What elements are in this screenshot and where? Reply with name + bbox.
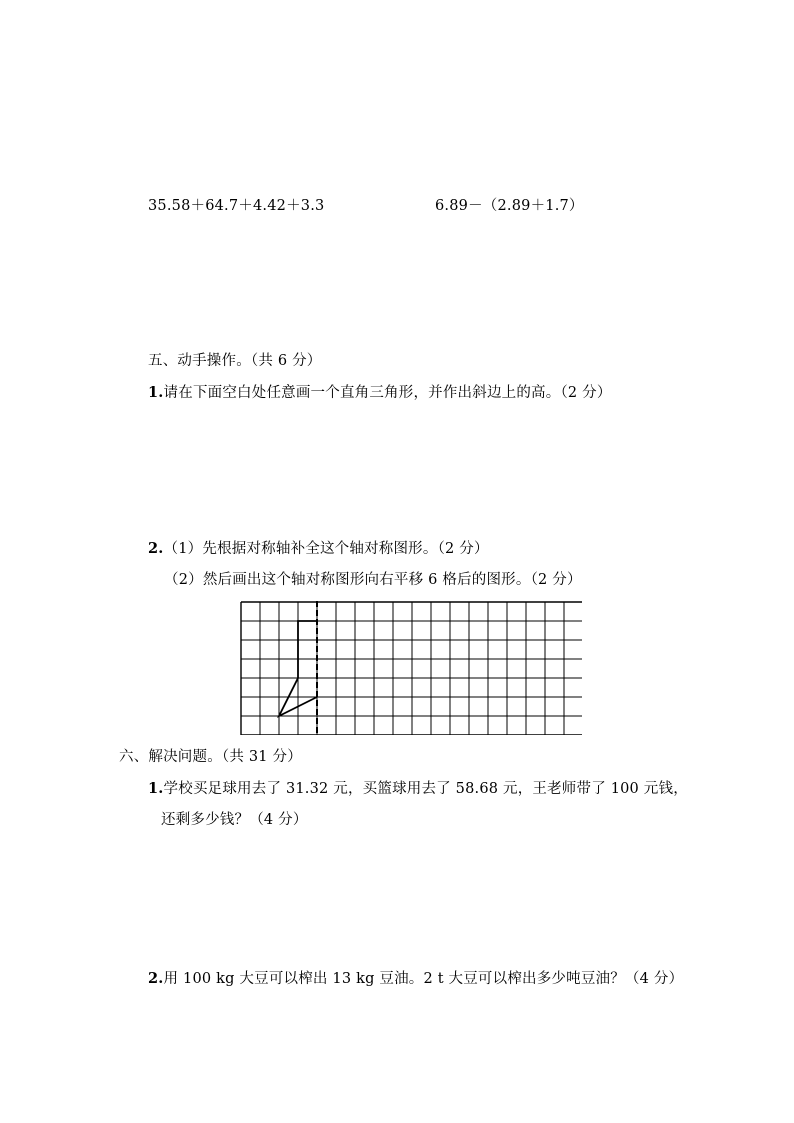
section-5-question-1 <box>148 384 612 402</box>
section-6-question-1-line-2: 还剩多少钱？（4 分） <box>161 812 308 828</box>
question-number: 1. <box>148 384 164 401</box>
calc-expression-2: 6.89－（2.89＋1.7） <box>435 198 584 214</box>
section-6-question-1-line-1 <box>148 780 688 798</box>
section-5-heading: 五、动手操作。（共 6 分） <box>148 353 322 369</box>
question-text-part-1: （1）先根据对称轴补全这个轴对称图形。（2 分） <box>163 541 489 557</box>
section-5-question-2-part-2: （2）然后画出这个轴对称图形向右平移 6 格后的图形。（2 分） <box>164 572 582 588</box>
section-6-question-2 <box>148 970 683 988</box>
question-text: 用 100 kg 大豆可以榨出 13 kg 豆油。2 t 大豆可以榨出多少吨豆油？（4 分） <box>163 971 684 987</box>
section-5-question-2 <box>148 540 489 558</box>
question-number: 2. <box>148 540 164 557</box>
question-number: 1. <box>148 780 164 797</box>
grid-lines <box>241 602 582 735</box>
calc-expression-1: 35.58＋64.7＋4.42＋3.3 <box>148 198 325 214</box>
question-text: 请在下面空白处任意画一个直角三角形，并作出斜边上的高。（2 分） <box>163 385 612 401</box>
grid-figure <box>240 601 582 735</box>
question-text: 学校买足球用去了 31.32 元，买篮球用去了 58.68 元，王老师带了 100 元钱， <box>163 781 688 797</box>
question-number: 2. <box>148 970 164 987</box>
section-6-heading: 六、解决问题。（共 31 分） <box>119 749 302 765</box>
